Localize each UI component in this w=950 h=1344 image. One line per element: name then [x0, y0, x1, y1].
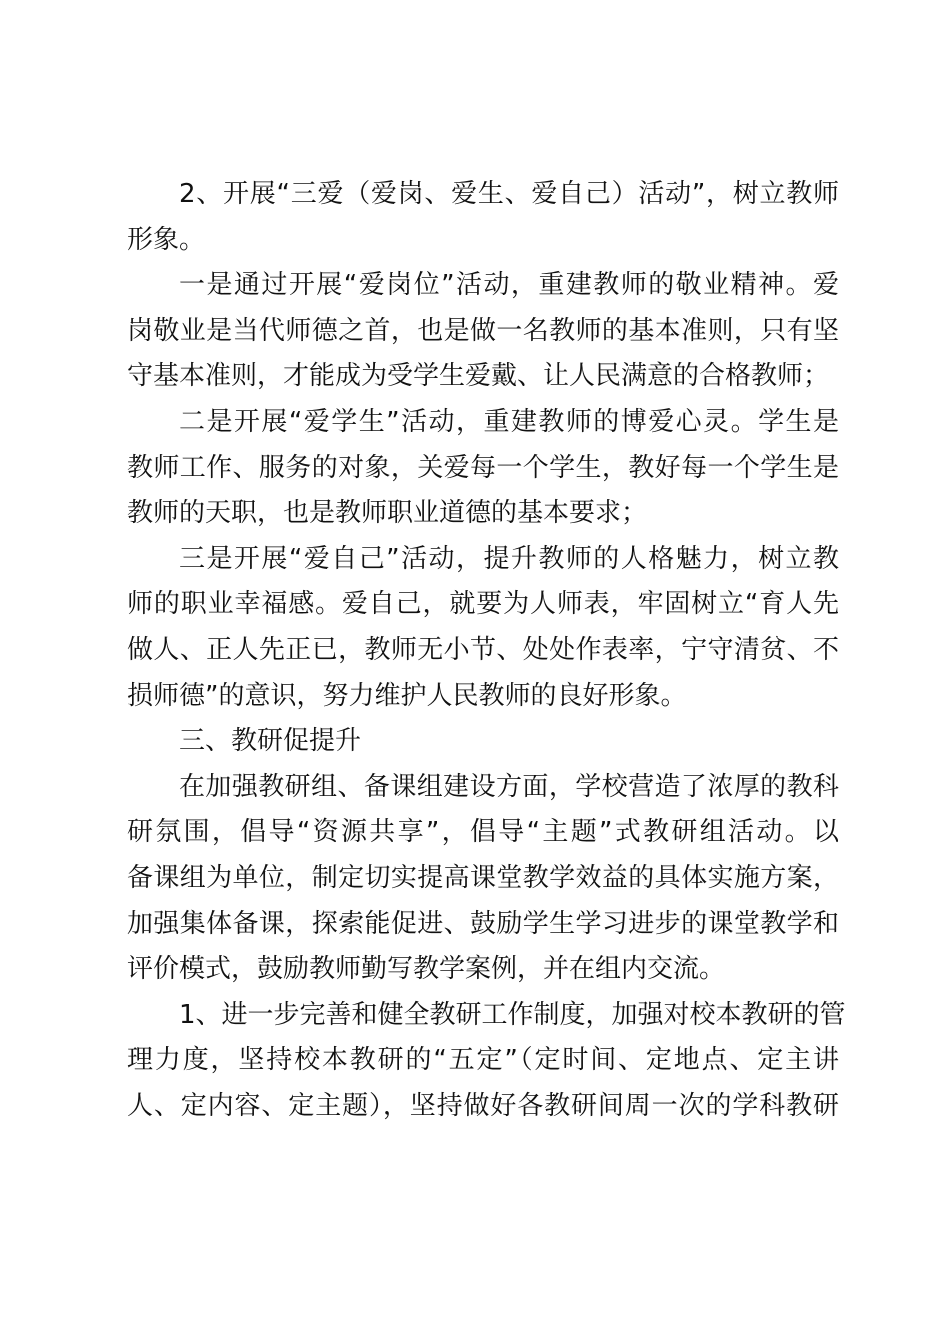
text-line: 教师工作、服务的对象，关爱每一个学生，教好每一个学生是	[127, 452, 839, 483]
paragraph-research-groups	[127, 765, 839, 993]
text-line: 一是通过开展“爱岗位”活动，重建教师的敬业精神。爱	[179, 270, 839, 301]
text-line: 形象。	[127, 224, 206, 255]
text-line: 理力度，坚持校本教研的“五定”（定时间、定地点、定主讲	[127, 1045, 839, 1076]
paragraph-activity-three-loves	[127, 172, 839, 263]
document-body	[127, 172, 846, 1129]
text-line: 在加强教研组、备课组建设方面，学校营造了浓厚的教科	[179, 771, 839, 802]
paragraph-love-post	[127, 263, 839, 400]
paragraph-love-self	[127, 537, 839, 719]
text-line: 三是开展“爱自己”活动，提升教师的人格魅力，树立教	[179, 543, 839, 574]
text-line: 研氛围，倡导“资源共享”，倡导“主题”式教研组活动。以	[127, 817, 839, 848]
section-heading: 三、教研促提升	[179, 726, 362, 757]
text-line: 教师的天职，也是教师职业道德的基本要求；	[127, 498, 648, 529]
text-line: 做人、正人先正已，教师无小节、处处作表率，宁守清贫、不	[127, 634, 839, 665]
text-line: 守基本准则，才能成为受学生爱戴、让人民满意的合格教师；	[127, 361, 830, 392]
text-line: 师的职业幸福感。爱自己，就要为人师表，牢固树立“育人先	[127, 589, 839, 620]
text-line: 损师德”的意识，努力维护人民教师的良好形象。	[127, 680, 687, 711]
text-line: 加强集体备课，探索能促进、鼓励学生学习进步的课堂教学和	[127, 908, 839, 939]
text-line: 2、开展“三爱（爱岗、爱生、爱自己）活动”，树立教师	[179, 179, 839, 209]
text-line: 评价模式，鼓励教师勤写教学案例，并在组内交流。	[127, 954, 726, 985]
paragraph-research-system	[127, 993, 846, 1130]
paragraph-love-students	[127, 400, 839, 537]
section-heading-teaching-research	[127, 719, 839, 765]
text-line: 人、定内容、定主题），坚持做好各教研间周一次的学科教研	[127, 1090, 839, 1121]
text-line: 备课组为单位，制定切实提高课堂教学效益的具体实施方案，	[127, 862, 839, 893]
text-line: 1、进一步完善和健全教研工作制度，加强对校本教研的管	[179, 999, 846, 1030]
text-line: 二是开展“爱学生”活动，重建教师的博爱心灵。学生是	[179, 406, 839, 437]
text-line: 岗敬业是当代师德之首，也是做一名教师的基本准则，只有坚	[127, 315, 839, 346]
